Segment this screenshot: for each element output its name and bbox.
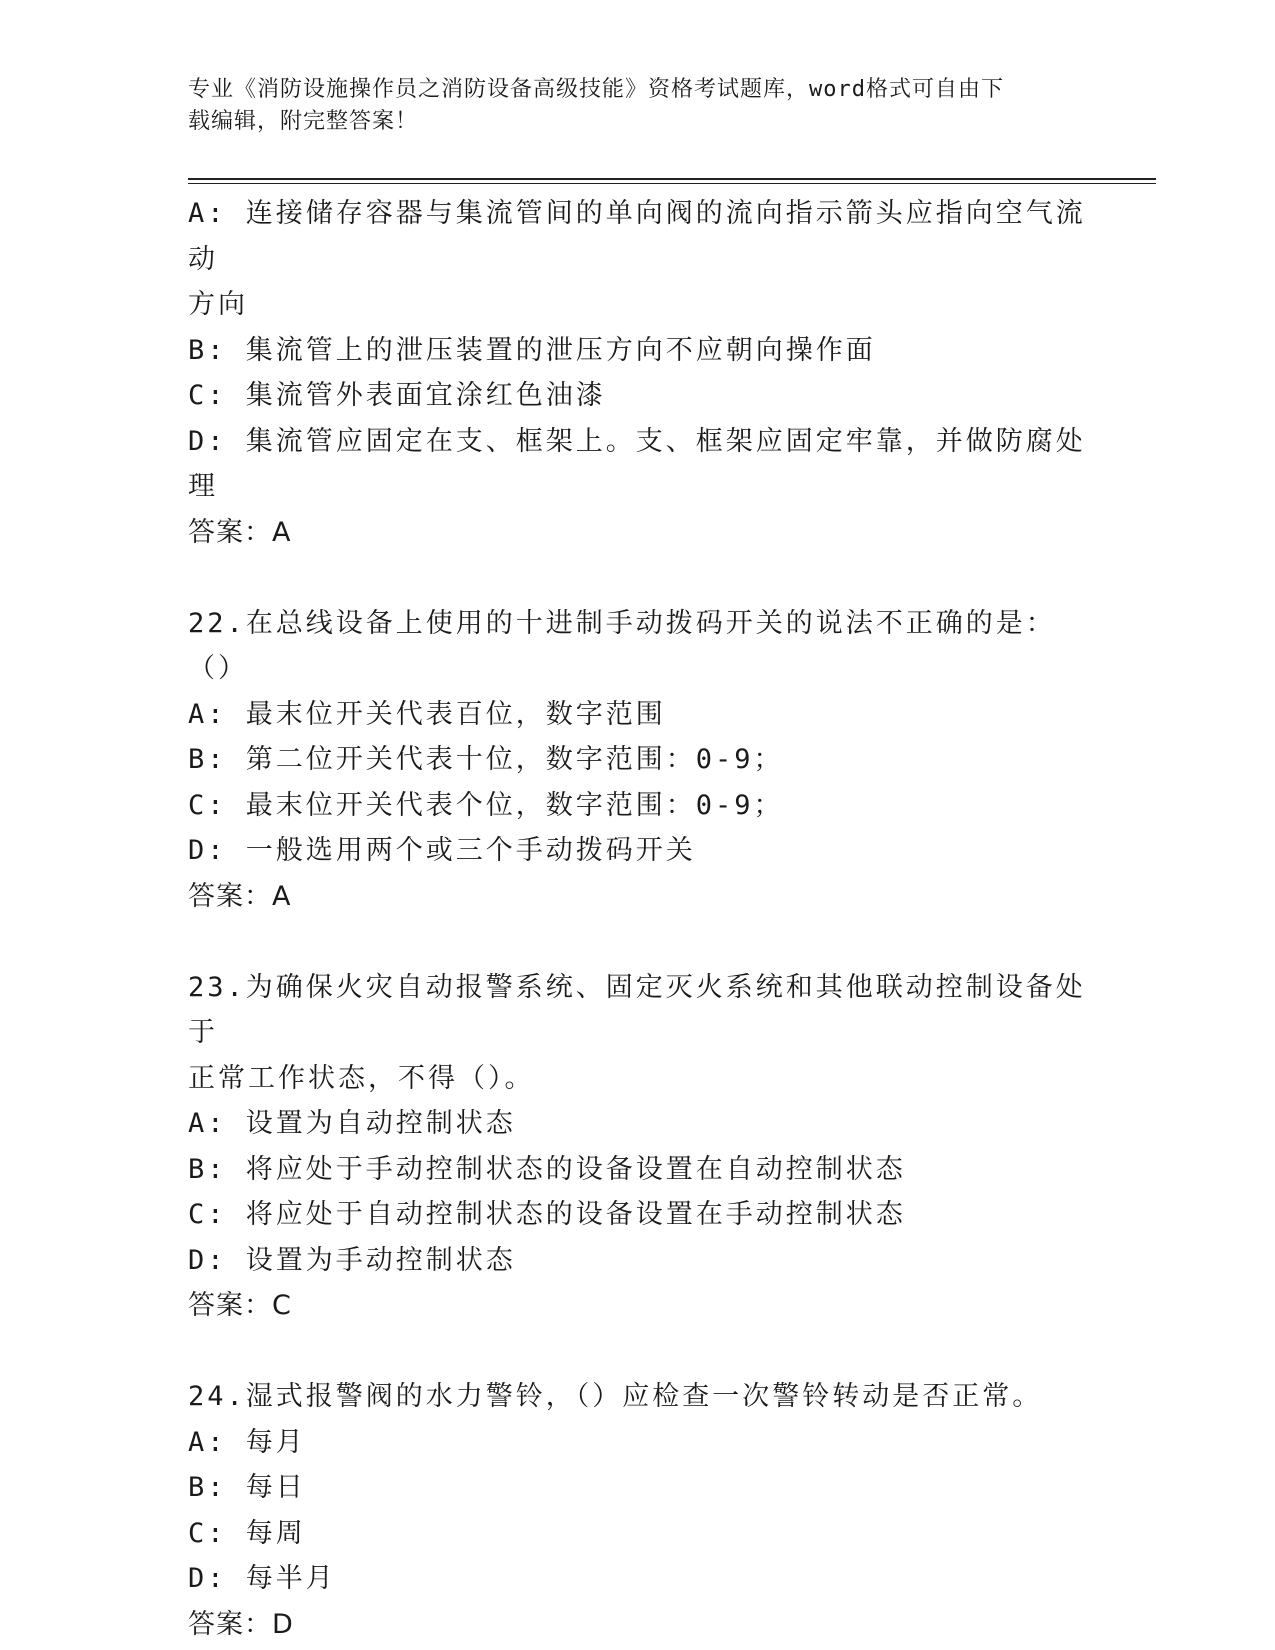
question-text: 22.在总线设备上使用的十进制手动拨码开关的说法不正确的是：（） [188,607,1056,684]
option-a: A: 设置为自动控制状态 [188,1108,516,1139]
answer-line: 答案：D [188,1608,294,1640]
option-c: C: 最末位开关代表个位，数字范围：0-9； [188,789,784,821]
answer-line: 答案：A [188,880,292,912]
option-b: B: 将应处于手动控制状态的设备设置在自动控制状态 [188,1153,906,1185]
header-divider-thick [188,178,1156,180]
question-text: 24.湿式报警阀的水力警铃，（）应检查一次警铃转动是否正常。 [188,1381,1043,1412]
header-line-2: 载编辑，附完整答案！ [188,109,419,134]
option-c: C: 将应处于自动控制状态的设备设置在手动控制状态 [188,1199,906,1230]
answer-line: 答案：C [188,1290,292,1321]
option-d: D: 一般选用两个或三个手动拨码开关 [188,835,696,866]
question-text-continued: 正常工作状态，不得（）。 [188,1062,535,1094]
spacer [188,555,1088,601]
header-line-1: 专业《消防设施操作员之消防设备高级技能》资格考试题库，word格式可自由下 [188,77,1004,102]
option-b: B: 集流管上的泄压装置的泄压方向不应朝向操作面 [188,334,876,366]
header-divider-thin [188,183,1156,184]
option-b: B: 每日 [188,1472,306,1503]
option-d: D: 设置为手动控制状态 [188,1244,516,1276]
option-c: C: 每周 [188,1517,306,1549]
option-a: A: 每月 [188,1426,306,1458]
question-21 [188,191,1088,555]
question-22 [188,601,1088,920]
page-header [188,74,1068,138]
question-list [188,191,1088,1647]
option-b: B: 第二位开关代表十位，数字范围：0-9； [188,744,784,775]
spacer [188,1329,1088,1375]
question-text: 23.为确保火灾自动报警系统、固定灭火系统和其他联动控制设备处于 [188,971,1086,1048]
option-d: D: 集流管应固定在支、框架上。支、框架应固定牢靠，并做防腐处理 [188,425,1086,502]
option-a: A: 最末位开关代表百位，数字范围 [188,698,666,730]
option-d: D: 每半月 [188,1563,336,1594]
answer-line: 答案：A [188,516,292,548]
option-a: A: 连接储存容器与集流管间的单向阀的流向指示箭头应指向空气流动 [188,198,1086,275]
spacer [188,919,1088,965]
option-a-continued: 方向 [188,289,248,320]
option-c: C: 集流管外表面宜涂红色油漆 [188,380,606,411]
question-24 [188,1374,1088,1647]
question-23 [188,965,1088,1329]
